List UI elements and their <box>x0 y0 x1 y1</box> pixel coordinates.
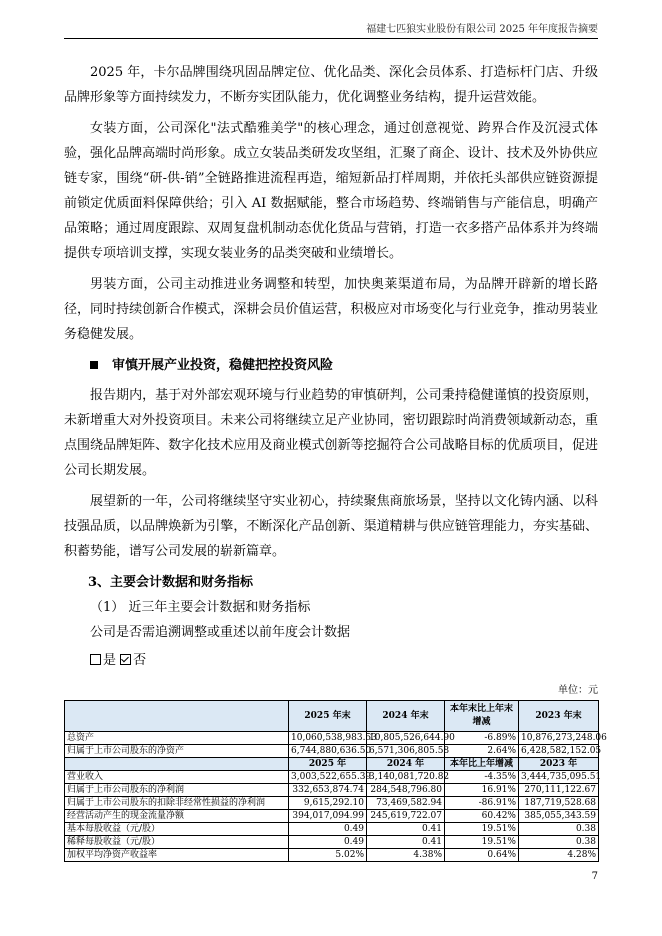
value-cell: 0.41 <box>367 823 445 836</box>
table-row <box>65 745 599 758</box>
table-header-cell <box>65 758 289 771</box>
table-header-cell: 2023 年末 <box>519 701 599 732</box>
value-cell: 16.91% <box>445 784 519 797</box>
table-header-row <box>65 758 599 771</box>
header-divider <box>64 38 598 39</box>
row-label-cell: 加权平均净资产收益率 <box>65 849 289 862</box>
value-cell: 2.64% <box>445 745 519 758</box>
checkbox-yes[interactable] <box>90 654 101 665</box>
page-content <box>64 60 607 862</box>
value-cell: 385,055,343.59 <box>519 810 599 823</box>
sub-heading: （1） 近三年主要会计数据和财务指标 <box>90 600 311 615</box>
table-header-cell: 2023 年 <box>519 758 599 771</box>
value-cell: 0.64% <box>445 849 519 862</box>
checkbox-no-label: 否 <box>133 653 147 668</box>
value-cell: 6,571,306,805.58 <box>367 745 445 758</box>
value-cell: 0.41 <box>367 836 445 849</box>
value-cell: 3,003,522,655.39 <box>289 771 367 784</box>
table-header-cell <box>65 701 289 732</box>
unit-label: 单位：元 <box>558 685 598 696</box>
page-header: 福建七匹狼实业股份有限公司 2025 年年度报告摘要 <box>366 24 598 35</box>
table-row <box>65 849 599 862</box>
page-number: 7 <box>591 871 598 882</box>
table-row <box>65 823 599 836</box>
value-cell: 6,744,880,636.50 <box>289 745 367 758</box>
value-cell: 19.51% <box>445 836 519 849</box>
section-heading: 3、主要会计数据和财务指标 <box>88 575 254 590</box>
value-cell: 394,017,094.99 <box>289 810 367 823</box>
table-header-cell: 2024 年末 <box>367 701 445 732</box>
checkbox-no-checked[interactable] <box>120 654 131 665</box>
value-cell: 0.49 <box>289 823 367 836</box>
table-row <box>65 784 599 797</box>
value-cell: 245,619,722.07 <box>367 810 445 823</box>
paragraph-investment: 报告期内，基于对外部宏观环境与行业趋势的审慎研判，公司秉持稳健谨慎的投资原则，未新增重大对外投资项目。未来公司将继续立足产业协同，密切跟踪时尚消费领域新动态，重点围绕品牌矩阵、数字化技术应用及商业模式创新等挖掘符合公司战略目标的优质项目，促进公司长期发展。 <box>64 388 598 478</box>
restatement-question: 公司是否需追溯调整或重述以前年度会计数据 <box>90 625 351 640</box>
value-cell: 10,876,273,248.06 <box>519 732 599 745</box>
value-cell: 73,469,582.94 <box>367 797 445 810</box>
row-label-cell: 营业收入 <box>65 771 289 784</box>
row-label-cell: 经营活动产生的现金流量净额 <box>65 810 289 823</box>
table-header-row <box>65 701 599 732</box>
value-cell: 270,111,122.67 <box>519 784 599 797</box>
value-cell: 10,060,538,983.53 <box>289 732 367 745</box>
value-cell: 0.49 <box>289 836 367 849</box>
value-cell: 60.42% <box>445 810 519 823</box>
table-header-cell: 2025 年 <box>289 758 367 771</box>
value-cell: 6,428,582,152.05 <box>519 745 599 758</box>
table-row <box>65 797 599 810</box>
table-header-cell: 2025 年末 <box>289 701 367 732</box>
value-cell: 187,719,528.68 <box>519 797 599 810</box>
table-row <box>65 810 599 823</box>
value-cell: 0.38 <box>519 823 599 836</box>
row-label-cell: 基本每股收益（元/股） <box>65 823 289 836</box>
value-cell: -86.91% <box>445 797 519 810</box>
table-row <box>65 836 599 849</box>
table-row <box>65 732 599 745</box>
value-cell: 332,653,874.74 <box>289 784 367 797</box>
table-row <box>65 771 599 784</box>
row-label-cell: 归属于上市公司股东的净资产 <box>65 745 289 758</box>
financial-data-table <box>64 700 607 862</box>
value-cell: 0.38 <box>519 836 599 849</box>
restatement-answer <box>64 648 598 673</box>
row-label-cell: 归属于上市公司股东的扣除非经常性损益的净利润 <box>65 797 289 810</box>
table-header-cell: 2024 年 <box>367 758 445 771</box>
paragraph-kaler-brand: 2025 年，卡尔品牌围绕巩固品牌定位、优化品类、深化会员体系、打造标杆门店、升级品牌形象等方面持续发力，不断夯实团队能力，优化调整业务结构，提升运营效能。 <box>64 65 598 105</box>
paragraph-outlook: 展望新的一年，公司将继续坚守实业初心，持续聚焦商旅场景，坚持以文化铸内涵、以科技强品质，以品牌焕新为引擎，不断深化产品创新、渠道精耕与供应链管理能力，夯实基础、积蓄势能，谱写公司发展的崭新篇章。 <box>64 494 598 559</box>
value-cell: 3,444,735,095.51 <box>519 771 599 784</box>
value-cell: -6.89% <box>445 732 519 745</box>
table-header-cell: 本年末比上年末增减 <box>445 701 519 732</box>
value-cell: 5.02% <box>289 849 367 862</box>
investment-heading-text: 审慎开展产业投资，稳健把控投资风险 <box>112 358 334 373</box>
table-header-cell: 本年比上年增减 <box>445 758 519 771</box>
value-cell: 3,140,081,720.82 <box>367 771 445 784</box>
value-cell: -4.35% <box>445 771 519 784</box>
paragraph-womenswear: 女装方面，公司深化"法式酷雅美学"的核心理念，通过创意视觉、跨界合作及沉浸式体验，强化品牌高端时尚形象。成立女装品类研发攻坚组，汇聚了商企、设计、技术及外协供应链专家，围绕“研-供-销”全链路推进流程再造，缩短新品打样周期，并依托头部供应链资源提前锁定优质面料保障供给；引入 AI 数据赋能，整合市场趋势、终端销售与产能信息，明确产品策略；通过周度跟踪、双周复盘机制动态优化货品与营销，打造一衣多搭产品体系并为终端提供专项培训支撑，实现女装业务的品类突破和业绩增长。 <box>64 121 598 261</box>
investment-heading <box>64 353 598 378</box>
square-bullet-icon <box>90 361 98 369</box>
value-cell: 284,548,796.80 <box>367 784 445 797</box>
value-cell: 9,615,292.10 <box>289 797 367 810</box>
row-label-cell: 总资产 <box>65 732 289 745</box>
checkbox-yes-label: 是 <box>103 653 117 668</box>
value-cell: 10,805,526,644.90 <box>367 732 445 745</box>
value-cell: 4.38% <box>367 849 445 862</box>
paragraph-menswear: 男装方面，公司主动推进业务调整和转型，加快奥莱渠道布局，为品牌开辟新的增长路径，同时持续创新合作模式，深耕会员价值运营，积极应对市场变化与行业竞争，推动男装业务稳健发展。 <box>64 277 598 342</box>
row-label-cell: 归属于上市公司股东的净利润 <box>65 784 289 797</box>
value-cell: 19.51% <box>445 823 519 836</box>
value-cell: 4.28% <box>519 849 599 862</box>
row-label-cell: 稀释每股收益（元/股） <box>65 836 289 849</box>
